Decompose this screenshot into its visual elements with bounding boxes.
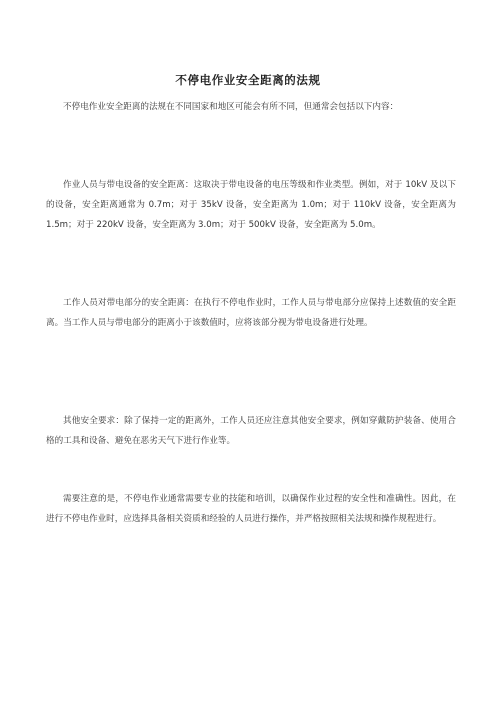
paragraph-intro: 不停电作业安全距离的法规在不同国家和地区可能会有所不同，但通常会包括以下内容： bbox=[63, 102, 399, 112]
document-title: 不停电作业安全距离的法规 bbox=[175, 73, 321, 87]
paragraph-worker-distance: 工作人员对带电部分的安全距离：在执行不停电作业时，工作人员与带电部分应保持上述数值的安全距离。当工作人员与带电部分的距离小于该数值时，应将该部分视为带电设备进行处理。 bbox=[46, 298, 456, 328]
paragraph-other-requirements: 其他安全要求：除了保持一定的距离外，工作人员还应注意其他安全要求，例如穿戴防护装备、使用合格的工具和设备、避免在恶劣天气下进行作业等。 bbox=[46, 416, 456, 446]
paragraph-note: 需要注意的是，不停电作业通常需要专业的技能和培训，以确保作业过程的安全性和准确性。因此，在进行不停电作业时，应选择具备相关资质和经验的人员进行操作，并严格按照相关法规和操作规程进行。 bbox=[46, 494, 456, 524]
paragraph-equipment-distance: 作业人员与带电设备的安全距离：这取决于带电设备的电压等级和作业类型。例如，对于 10kV 及以下的设备，安全距离通常为 0.7m；对于 35kV 设备，安全距离为 1.0m；对于 110kV 设备，安全距离为 1.5m；对于 220kV 设备，安全距离为 3.0m；对于 500kV 设备，安全距离为 5.0m。 bbox=[46, 180, 456, 230]
